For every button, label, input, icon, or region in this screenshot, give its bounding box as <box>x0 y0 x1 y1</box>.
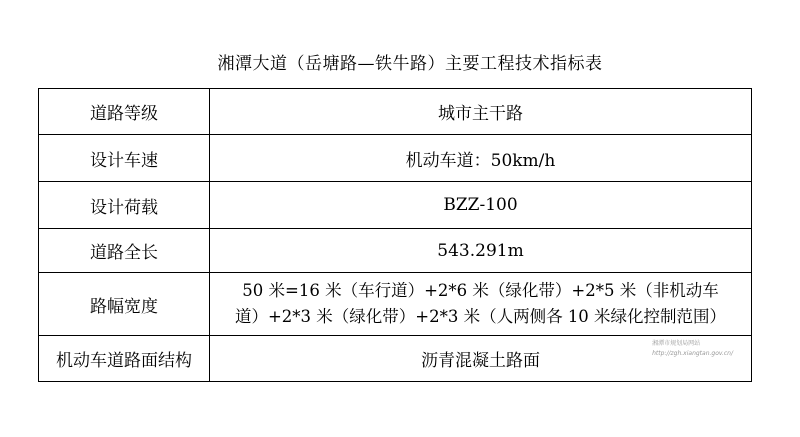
row-value: 机动车道：50km/h <box>210 135 752 182</box>
watermark-url: http://zgh.xiangtan.gov.cn/ <box>652 350 733 357</box>
row-value: 543.291m <box>210 229 752 273</box>
row-value-line: 道）+2*3 米（绿化带）+2*3 米（人两侧各 10 米绿化控制范围） <box>234 307 727 326</box>
row-label: 设计车速 <box>39 135 210 182</box>
row-label: 道路等级 <box>39 89 210 135</box>
table-row <box>39 336 752 382</box>
table-row <box>39 182 752 229</box>
watermark <box>652 339 733 359</box>
row-value-cell <box>210 336 752 382</box>
page-title: 湘潭大道（岳塘路—铁牛路）主要工程技术指标表 <box>217 54 603 74</box>
row-value-line: 50 米=16 米（车行道）+2*6 米（绿化带）+2*5 米（非机动车 <box>242 281 719 300</box>
row-value: BZZ-100 <box>210 182 752 229</box>
table-row <box>39 89 752 135</box>
table-row <box>39 229 752 273</box>
row-label: 道路全长 <box>39 229 210 273</box>
watermark-text: 湘潭市规划局网站 <box>652 340 701 347</box>
row-value: 沥青混凝土路面 <box>421 351 540 371</box>
row-value <box>210 273 752 336</box>
table-row <box>39 273 752 336</box>
spec-table <box>38 88 752 382</box>
row-label: 路幅宽度 <box>39 273 210 336</box>
row-label: 设计荷载 <box>39 182 210 229</box>
row-value: 城市主干路 <box>210 89 752 135</box>
table-row <box>39 135 752 182</box>
row-label: 机动车道路面结构 <box>39 336 210 382</box>
